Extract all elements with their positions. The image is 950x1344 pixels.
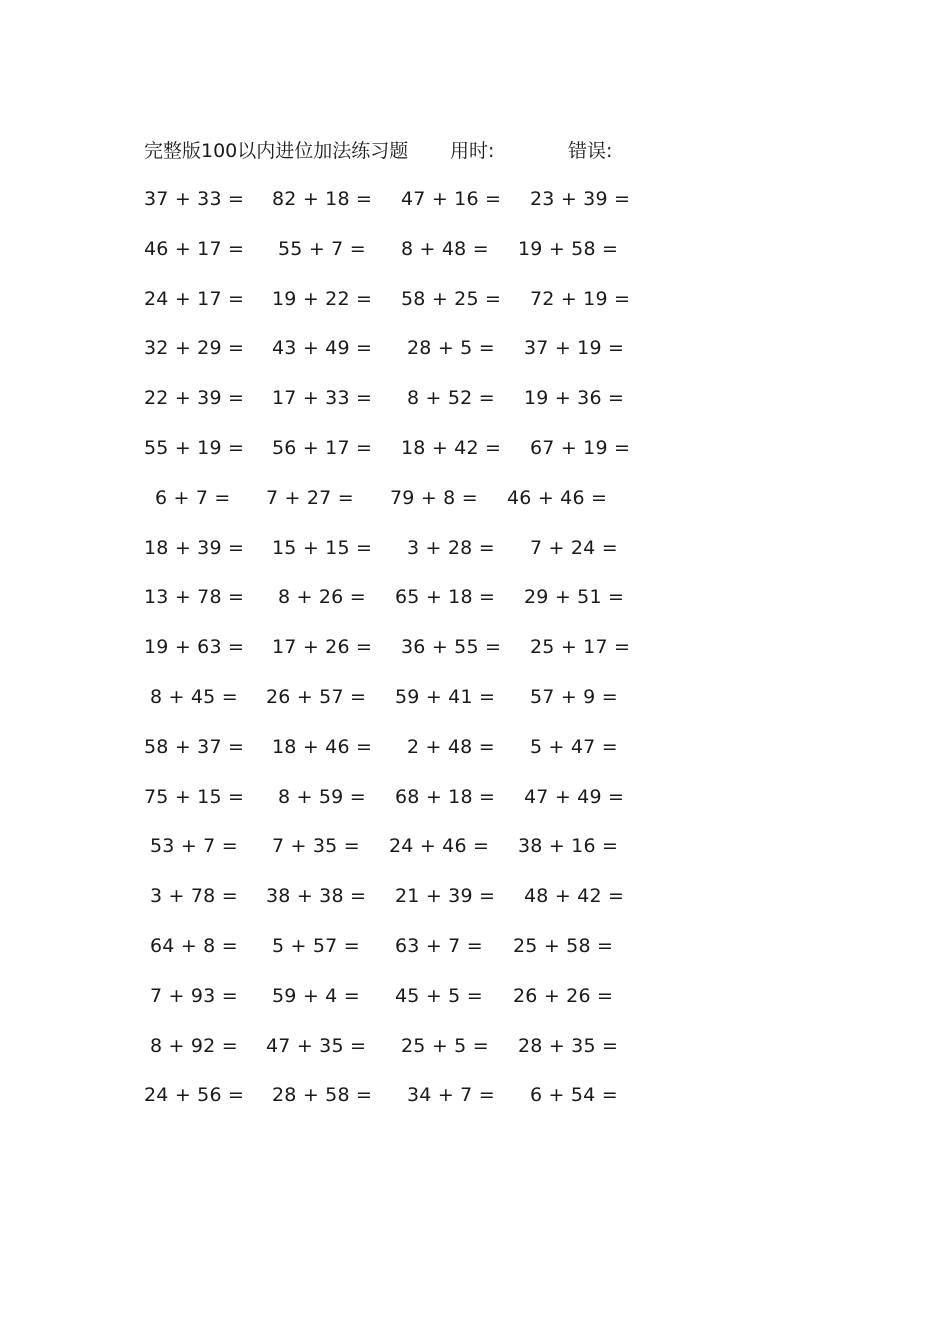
problem-r1-c1: 37 + 33 =: [144, 188, 245, 210]
problem-r2-c4: 19 + 58 =: [518, 238, 619, 260]
problem-r16-c1: 64 + 8 =: [150, 935, 238, 957]
problem-r13-c3: 68 + 18 =: [395, 786, 496, 808]
problem-r8-c1: 18 + 39 =: [144, 537, 245, 559]
problem-r9-c3: 65 + 18 =: [395, 586, 496, 608]
problem-r7-c2: 7 + 27 =: [266, 487, 354, 509]
problem-r15-c4: 48 + 42 =: [524, 885, 625, 907]
problem-r17-c4: 26 + 26 =: [513, 985, 614, 1007]
problem-r8-c3: 3 + 28 =: [407, 537, 495, 559]
problem-r13-c4: 47 + 49 =: [524, 786, 625, 808]
problem-r1-c2: 82 + 18 =: [272, 188, 373, 210]
problem-r7-c3: 79 + 8 =: [390, 487, 478, 509]
problem-r17-c1: 7 + 93 =: [150, 985, 238, 1007]
problem-r11-c3: 59 + 41 =: [395, 686, 496, 708]
problem-r16-c4: 25 + 58 =: [513, 935, 614, 957]
problem-r14-c2: 7 + 35 =: [272, 835, 360, 857]
problem-r9-c2: 8 + 26 =: [278, 586, 366, 608]
problem-r6-c1: 55 + 19 =: [144, 437, 245, 459]
problem-r6-c3: 18 + 42 =: [401, 437, 502, 459]
problem-r2-c1: 46 + 17 =: [144, 238, 245, 260]
problem-r2-c2: 55 + 7 =: [278, 238, 366, 260]
problem-r5-c3: 8 + 52 =: [407, 387, 495, 409]
problem-r19-c4: 6 + 54 =: [530, 1084, 618, 1106]
problem-r17-c2: 59 + 4 =: [272, 985, 360, 1007]
problem-r15-c1: 3 + 78 =: [150, 885, 238, 907]
problem-r14-c3: 24 + 46 =: [389, 835, 490, 857]
problem-r8-c4: 7 + 24 =: [530, 537, 618, 559]
problem-r14-c4: 38 + 16 =: [518, 835, 619, 857]
problem-r3-c4: 72 + 19 =: [530, 288, 631, 310]
problem-r9-c1: 13 + 78 =: [144, 586, 245, 608]
problem-r12-c3: 2 + 48 =: [407, 736, 495, 758]
problem-r10-c4: 25 + 17 =: [530, 636, 631, 658]
problem-r19-c1: 24 + 56 =: [144, 1084, 245, 1106]
problem-r18-c3: 25 + 5 =: [401, 1035, 489, 1057]
problem-r3-c1: 24 + 17 =: [144, 288, 245, 310]
problem-r11-c1: 8 + 45 =: [150, 686, 238, 708]
problem-r1-c3: 47 + 16 =: [401, 188, 502, 210]
problem-r18-c1: 8 + 92 =: [150, 1035, 238, 1057]
problem-r8-c2: 15 + 15 =: [272, 537, 373, 559]
time-label: 用时:: [450, 140, 495, 162]
problem-r15-c2: 38 + 38 =: [266, 885, 367, 907]
worksheet-title: 完整版100以内进位加法练习题: [144, 140, 409, 162]
problem-r7-c4: 46 + 46 =: [507, 487, 608, 509]
problem-r15-c3: 21 + 39 =: [395, 885, 496, 907]
problem-r2-c3: 8 + 48 =: [401, 238, 489, 260]
problem-r18-c2: 47 + 35 =: [266, 1035, 367, 1057]
problem-r1-c4: 23 + 39 =: [530, 188, 631, 210]
problem-r3-c2: 19 + 22 =: [272, 288, 373, 310]
problem-r10-c2: 17 + 26 =: [272, 636, 373, 658]
problem-r12-c4: 5 + 47 =: [530, 736, 618, 758]
problem-r6-c2: 56 + 17 =: [272, 437, 373, 459]
problem-r11-c2: 26 + 57 =: [266, 686, 367, 708]
problem-r4-c1: 32 + 29 =: [144, 337, 245, 359]
problem-r4-c2: 43 + 49 =: [272, 337, 373, 359]
problem-r17-c3: 45 + 5 =: [395, 985, 483, 1007]
problem-r10-c3: 36 + 55 =: [401, 636, 502, 658]
problem-r5-c2: 17 + 33 =: [272, 387, 373, 409]
problem-r13-c2: 8 + 59 =: [278, 786, 366, 808]
problem-r3-c3: 58 + 25 =: [401, 288, 502, 310]
worksheet-header: [144, 136, 644, 166]
problem-r4-c4: 37 + 19 =: [524, 337, 625, 359]
problem-r12-c2: 18 + 46 =: [272, 736, 373, 758]
problem-r19-c3: 34 + 7 =: [407, 1084, 495, 1106]
problem-r5-c1: 22 + 39 =: [144, 387, 245, 409]
problem-r11-c4: 57 + 9 =: [530, 686, 618, 708]
problem-r18-c4: 28 + 35 =: [518, 1035, 619, 1057]
problem-r14-c1: 53 + 7 =: [150, 835, 238, 857]
problem-r4-c3: 28 + 5 =: [407, 337, 495, 359]
problem-r10-c1: 19 + 63 =: [144, 636, 245, 658]
problem-r16-c2: 5 + 57 =: [272, 935, 360, 957]
errors-label: 错误:: [568, 140, 613, 162]
problem-r5-c4: 19 + 36 =: [524, 387, 625, 409]
problem-r19-c2: 28 + 58 =: [272, 1084, 373, 1106]
problem-r12-c1: 58 + 37 =: [144, 736, 245, 758]
problem-r9-c4: 29 + 51 =: [524, 586, 625, 608]
problem-r6-c4: 67 + 19 =: [530, 437, 631, 459]
problem-r16-c3: 63 + 7 =: [395, 935, 483, 957]
problem-r13-c1: 75 + 15 =: [144, 786, 245, 808]
problem-r7-c1: 6 + 7 =: [155, 487, 231, 509]
